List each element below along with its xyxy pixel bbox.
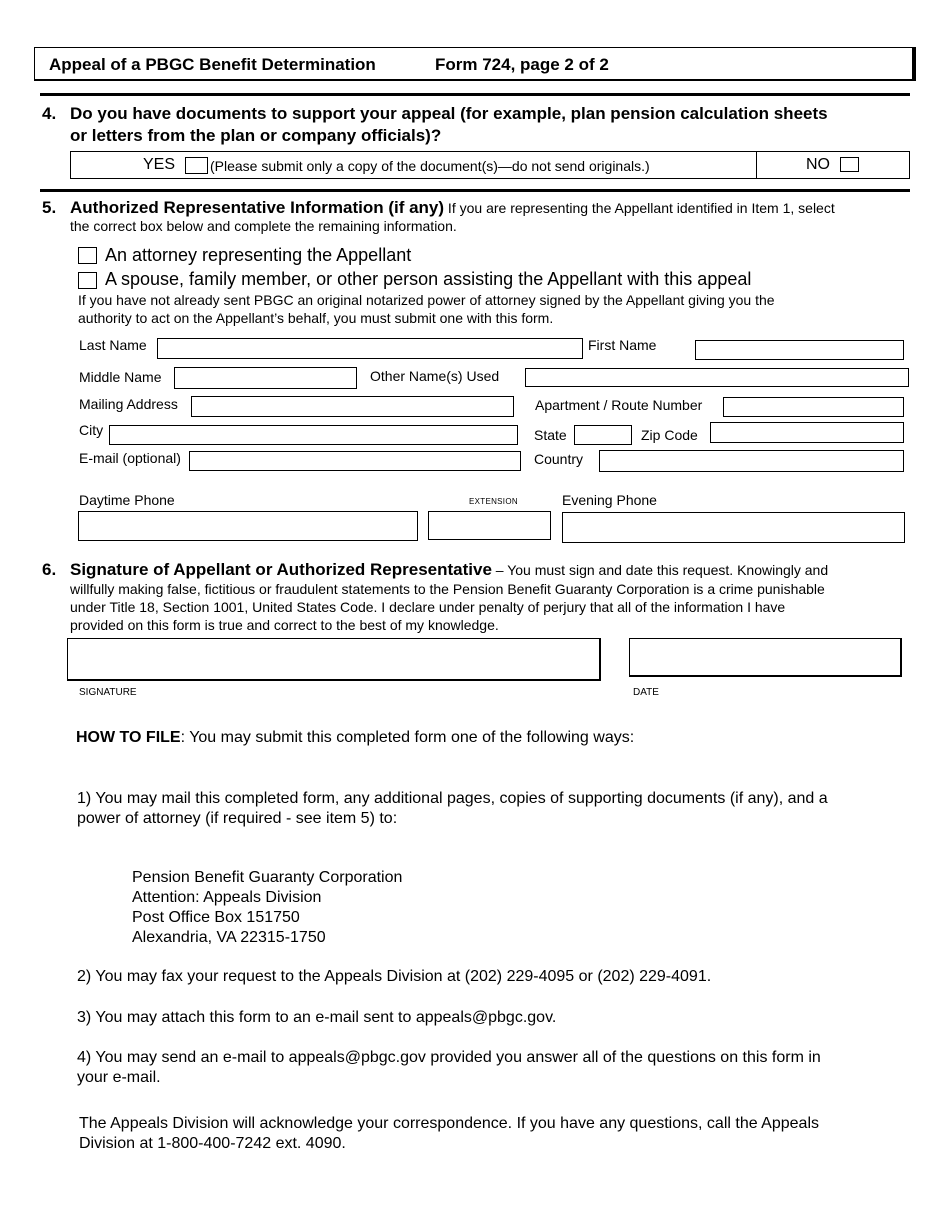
other-names-field[interactable] xyxy=(525,368,909,387)
zip-code-label: Zip Code xyxy=(641,427,698,443)
first-name-field[interactable] xyxy=(695,340,904,360)
state-field[interactable] xyxy=(574,425,632,445)
how-to-file-intro-text: : You may submit this completed form one of the following ways: xyxy=(180,729,635,746)
middle-name-label: Middle Name xyxy=(79,369,162,385)
date-field[interactable] xyxy=(629,638,902,677)
section-6-text-2: willfully making false, fictitious or fraudulent statements to the Pension Benefit Guaranty Corporation is a crime punishable xyxy=(70,581,825,597)
country-label: Country xyxy=(534,451,584,467)
section-5-title: Authorized Representative Information (if any) xyxy=(70,198,445,217)
apartment-field[interactable] xyxy=(723,397,904,417)
address-line: Alexandria, VA 22315-1750 xyxy=(132,929,326,946)
state-label: State xyxy=(534,427,567,443)
email-field[interactable] xyxy=(189,451,521,471)
evening-phone-field[interactable] xyxy=(562,512,905,543)
date-caption: DATE xyxy=(633,687,659,698)
section-6-text-4: provided on this form is true and correct to the best of my knowledge. xyxy=(70,617,499,633)
address-line: Pension Benefit Guaranty Corporation xyxy=(132,869,403,886)
last-name-label: Last Name xyxy=(79,337,147,353)
section-6-title: Signature of Appellant or Authorized Representative xyxy=(70,560,492,579)
form-title: Appeal of a PBGC Benefit Determination xyxy=(49,55,376,74)
mailing-address-field[interactable] xyxy=(191,396,514,417)
section-6-number: 6. xyxy=(42,560,57,579)
extension-field[interactable] xyxy=(428,511,551,540)
email-attach-option-text: 3) You may attach this form to an e-mail sent to appeals@pbgc.gov. xyxy=(77,1009,557,1026)
other-names-label: Other Name(s) Used xyxy=(370,368,500,384)
email-option-text-cont: your e-mail. xyxy=(77,1069,161,1086)
attorney-option-label: An attorney representing the Appellant xyxy=(105,245,412,265)
family-member-option-label: A spouse, family member, or other person assisting the Appellant with this appeal xyxy=(105,269,752,289)
signature-caption: SIGNATURE xyxy=(79,687,137,698)
yes-no-divider xyxy=(756,151,757,179)
email-label: E-mail (optional) xyxy=(79,450,181,466)
section-4-question-cont: or letters from the plan or company officials)? xyxy=(70,126,442,145)
mail-option-text-cont: power of attorney (if required - see item 5) to: xyxy=(77,810,398,827)
no-label: NO xyxy=(806,156,830,173)
first-name-label: First Name xyxy=(588,337,657,353)
fax-option-text: 2) You may fax your request to the Appeals Division at (202) 229-4095 or (202) 229-4091. xyxy=(77,968,712,985)
address-line: Post Office Box 151750 xyxy=(132,909,300,926)
section-5-intro-text: If you are representing the Appellant identified in Item 1, select xyxy=(444,200,835,216)
how-to-file-intro xyxy=(76,728,634,748)
form-header xyxy=(34,47,916,81)
city-field[interactable] xyxy=(109,425,518,445)
evening-phone-label: Evening Phone xyxy=(562,492,657,508)
section-4-top-rule xyxy=(40,93,910,96)
section-4-question: Do you have documents to support your appeal (for example, plan pension calculation sheets xyxy=(70,104,828,123)
power-of-attorney-note: If you have not already sent PBGC an original notarized power of attorney signed by the Appellant giving you the xyxy=(78,292,775,308)
email-option-text: 4) You may send an e-mail to appeals@pbgc.gov provided you answer all of the questions on this form in xyxy=(77,1049,821,1066)
family-member-checkbox[interactable] xyxy=(78,272,97,289)
section-4-number: 4. xyxy=(42,104,57,123)
section-6-text: – You must sign and date this request. Knowingly and xyxy=(491,562,829,578)
power-of-attorney-note-cont: authority to act on the Appellant’s behalf, you must submit one with this form. xyxy=(78,310,554,326)
middle-name-field[interactable] xyxy=(174,367,357,389)
section-5-intro-cont: the correct box below and complete the remaining information. xyxy=(70,218,457,234)
mailing-address-label: Mailing Address xyxy=(79,396,178,412)
last-name-field[interactable] xyxy=(157,338,583,359)
yes-checkbox[interactable] xyxy=(185,157,208,174)
country-field[interactable] xyxy=(599,450,904,472)
section-5-top-rule xyxy=(40,189,910,192)
city-label: City xyxy=(79,422,104,438)
extension-label: extension xyxy=(469,495,518,507)
daytime-phone-field[interactable] xyxy=(78,511,418,541)
closing-text-cont: Division at 1-800-400-7242 ext. 4090. xyxy=(79,1135,346,1152)
address-line: Attention: Appeals Division xyxy=(132,889,322,906)
daytime-phone-label: Daytime Phone xyxy=(79,492,175,508)
mailing-address-block xyxy=(132,868,402,948)
attorney-checkbox[interactable] xyxy=(78,247,97,264)
how-to-file-heading: HOW TO FILE xyxy=(76,729,181,746)
zip-code-field[interactable] xyxy=(710,422,904,443)
yes-note: (Please submit only a copy of the document(s)—do not send originals.) xyxy=(210,158,650,174)
closing-text: The Appeals Division will acknowledge your correspondence. If you have any questions, call the Appeals xyxy=(79,1115,819,1132)
section-6-intro xyxy=(70,560,828,580)
apartment-label: Apartment / Route Number xyxy=(535,397,703,413)
form-page-id: Form 724, page 2 of 2 xyxy=(435,55,609,74)
section-6-text-3: under Title 18, Section 1001, United States Code. I declare under penalty of perjury that all of the information I have xyxy=(70,599,786,615)
section-5-number: 5. xyxy=(42,198,57,217)
no-checkbox[interactable] xyxy=(840,157,859,172)
section-5-intro xyxy=(70,198,835,218)
yes-label: YES xyxy=(143,156,176,173)
mail-option-text: 1) You may mail this completed form, any additional pages, copies of supporting documents (if any), and a xyxy=(77,790,828,807)
signature-field[interactable] xyxy=(67,638,601,681)
